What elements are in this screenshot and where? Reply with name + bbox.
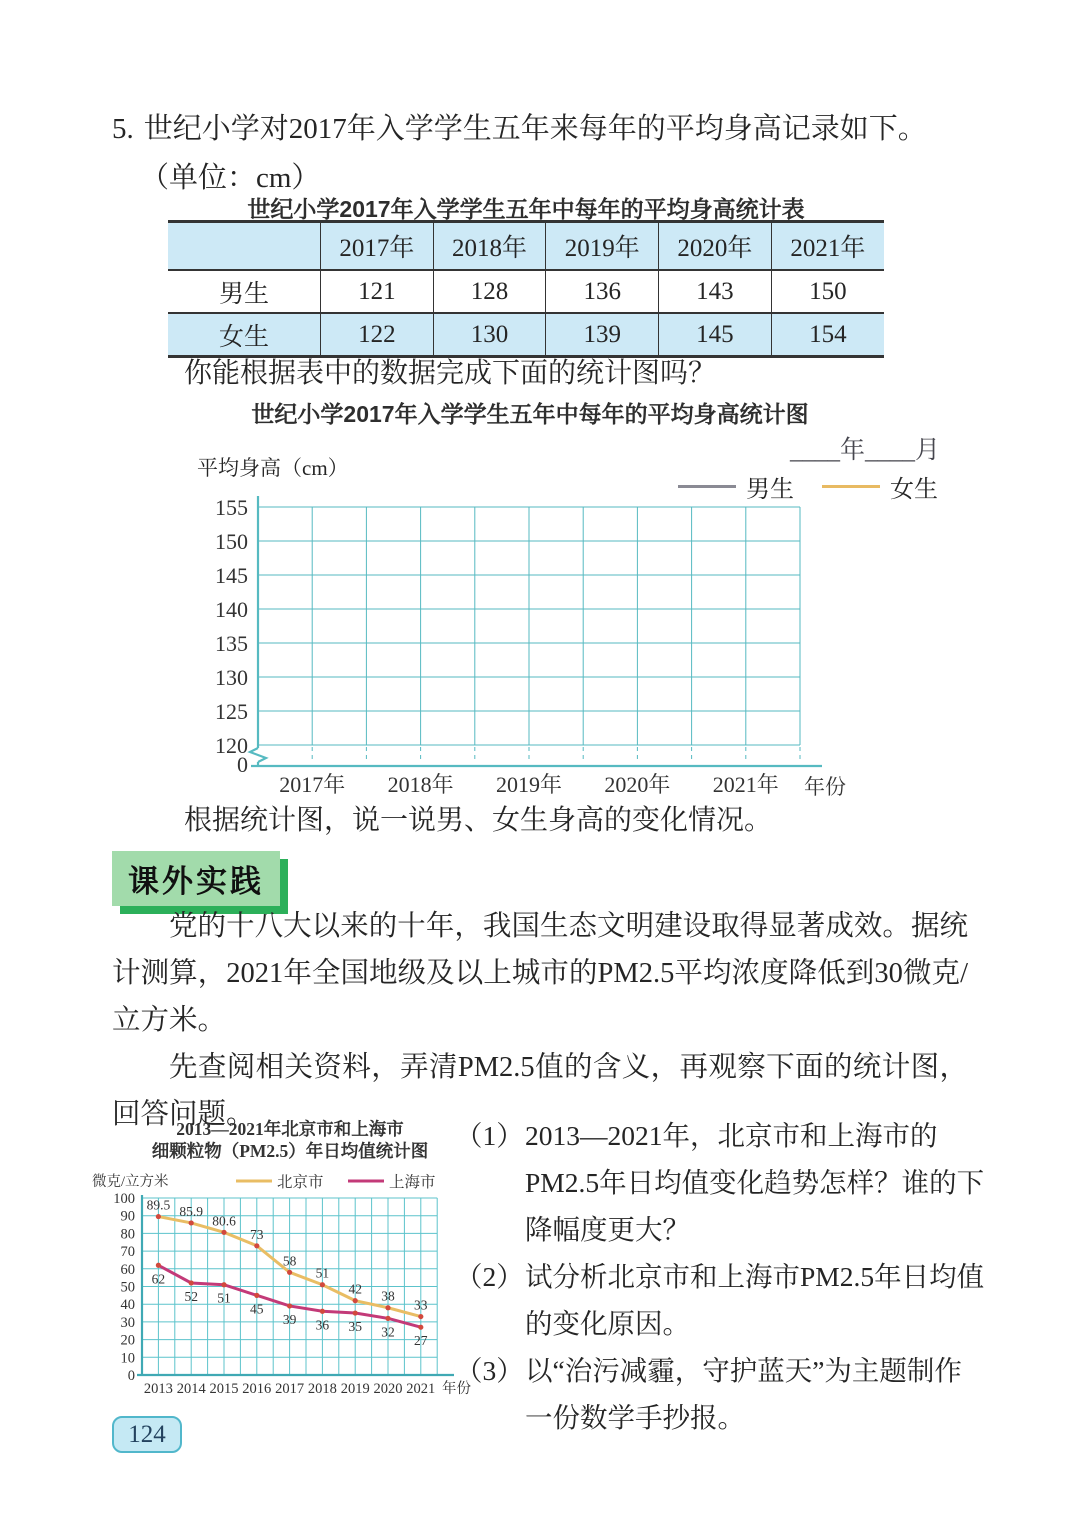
- svg-text:39: 39: [282, 1311, 297, 1327]
- svg-text:130: 130: [215, 665, 248, 690]
- pm25-title: [152, 1119, 429, 1161]
- svg-text:58: 58: [282, 1253, 297, 1269]
- question-2-text: 试分析北京市和上海市PM2.5年日均值的变化原因。: [525, 1261, 985, 1339]
- table-col-header: 2017年: [321, 222, 434, 271]
- svg-text:2020: 2020: [373, 1381, 403, 1397]
- x-axis-label: 年份: [804, 775, 846, 799]
- svg-text:35: 35: [348, 1319, 362, 1335]
- date-blank: ____年____月: [789, 437, 940, 464]
- svg-text:50: 50: [120, 1279, 135, 1296]
- svg-text:2018: 2018: [307, 1381, 337, 1397]
- svg-text:140: 140: [215, 597, 248, 622]
- svg-text:125: 125: [215, 699, 248, 724]
- question-3: [455, 1347, 989, 1441]
- data-point: [189, 1220, 194, 1225]
- table-cell: 122: [321, 313, 434, 357]
- data-point: [418, 1325, 423, 1330]
- x-tick-labels: [144, 1381, 435, 1397]
- data-point: [320, 1282, 325, 1287]
- svg-text:10: 10: [120, 1350, 135, 1367]
- svg-text:42: 42: [348, 1281, 362, 1297]
- boys-line-swatch: [678, 485, 736, 488]
- data-point: [221, 1282, 226, 1287]
- height-chart-title: 世纪小学2017年入学学生五年中每年的平均身高统计图: [251, 401, 809, 427]
- svg-text:100: 100: [113, 1191, 135, 1207]
- table-cell: 139: [546, 313, 659, 357]
- x-axis-label: 年份: [442, 1381, 471, 1397]
- height-table-body: [168, 270, 884, 357]
- table-row-label: 男生: [218, 280, 269, 308]
- table-cell: 154: [771, 313, 884, 357]
- svg-text:62: 62: [151, 1271, 166, 1287]
- svg-text:2013: 2013: [143, 1381, 173, 1397]
- svg-text:155: 155: [215, 495, 248, 520]
- svg-text:60: 60: [120, 1261, 135, 1278]
- height-table-title: 世纪小学2017年入学学生五年中每年的平均身高统计表: [247, 196, 805, 222]
- svg-text:70: 70: [120, 1244, 135, 1261]
- svg-text:52: 52: [184, 1288, 198, 1304]
- svg-text:2019年: 2019年: [495, 772, 563, 797]
- followup-prompt: 根据统计图，说一说男、女生身高的变化情况。: [184, 805, 773, 836]
- y-tick-labels: [215, 495, 248, 777]
- pm25-legend: [236, 1173, 436, 1191]
- svg-text:30: 30: [120, 1314, 135, 1331]
- problem-statement-text: 世纪小学对2017年入学学生五年来每年的平均身高记录如下。: [143, 113, 927, 145]
- table-cell: 145: [659, 313, 772, 357]
- girls-line-swatch: [822, 485, 880, 488]
- legend-label-girls: 女生: [890, 477, 938, 503]
- svg-text:120: 120: [215, 733, 248, 758]
- dashed-extensions: [312, 747, 800, 762]
- question-list: [455, 1112, 989, 1441]
- svg-text:20: 20: [120, 1332, 135, 1349]
- question-1-text: 2013—2021年，北京市和上海市的PM2.5年日均值变化趋势怎样？谁的下降幅度更大？: [525, 1120, 985, 1245]
- table-cell: 136: [546, 270, 659, 313]
- svg-text:细颗粒物（PM2.5）年日均值统计图: 细颗粒物（PM2.5）年日均值统计图: [151, 1141, 429, 1161]
- svg-text:32: 32: [381, 1324, 395, 1340]
- table-row-label: 女生: [218, 323, 269, 351]
- axis-break: [250, 748, 266, 762]
- svg-text:51: 51: [315, 1265, 330, 1281]
- data-point: [156, 1263, 161, 1268]
- table-cell: 130: [433, 313, 546, 357]
- data-point: [254, 1293, 259, 1298]
- data-point: [385, 1316, 390, 1321]
- height-chart-y-axis-label: 平均身高（cm）: [197, 456, 349, 480]
- question-1: [455, 1112, 989, 1253]
- svg-text:33: 33: [414, 1297, 428, 1313]
- pm25-chart: [90, 1118, 474, 1418]
- table-col-header: 2021年: [771, 222, 884, 271]
- problem-number: 5.: [112, 113, 134, 145]
- axes: [250, 496, 822, 766]
- svg-text:2021年: 2021年: [712, 772, 779, 797]
- svg-text:2016: 2016: [242, 1381, 272, 1397]
- height-chart: [190, 492, 890, 804]
- data-point: [189, 1280, 194, 1285]
- svg-text:38: 38: [381, 1288, 395, 1304]
- table-col-header: 2020年: [659, 222, 772, 271]
- svg-text:北京市: 北京市: [277, 1174, 324, 1191]
- question-3-marker: （3）: [455, 1355, 524, 1386]
- svg-text:73: 73: [250, 1226, 264, 1242]
- table-row: [168, 270, 884, 313]
- table-corner-cell: [168, 222, 321, 271]
- svg-text:36: 36: [315, 1317, 330, 1333]
- svg-text:85.9: 85.9: [179, 1203, 204, 1219]
- svg-text:2015: 2015: [209, 1381, 239, 1397]
- practice-paragraph-1: 党的十八大以来的十年，我国生态文明建设取得显著成效。据统计测算，2021年全国地级及以上城市的PM2.5平均浓度降低到30微克/立方米。: [112, 911, 968, 1036]
- x-tick-labels: [279, 772, 779, 797]
- data-point: [254, 1243, 259, 1248]
- svg-text:0: 0: [127, 1368, 135, 1384]
- svg-text:145: 145: [215, 563, 248, 588]
- svg-text:2021: 2021: [406, 1381, 436, 1397]
- chart-prompt: 你能根据表中的数据完成下面的统计图吗？: [184, 358, 717, 389]
- table-cell: 121: [321, 270, 434, 313]
- pm25-unit-label: 微克/立方米: [92, 1174, 169, 1190]
- data-point: [156, 1214, 161, 1219]
- svg-text:40: 40: [120, 1297, 135, 1314]
- svg-text:135: 135: [215, 631, 248, 656]
- question-2: [455, 1253, 989, 1347]
- svg-text:80: 80: [120, 1226, 135, 1243]
- grid: [142, 1198, 437, 1375]
- legend-label-boys: 男生: [746, 477, 794, 503]
- data-point: [221, 1230, 226, 1235]
- practice-paragraph-2: 先查阅相关资料，弄清PM2.5值的含义，再观察下面的统计图，回答问题。: [112, 1052, 968, 1130]
- question-3-text: 以“治污减霾，守护蓝天”为主题制作一份数学手抄报。: [525, 1355, 962, 1433]
- table-col-header: 2018年: [433, 222, 546, 271]
- svg-text:上海市: 上海市: [389, 1174, 436, 1191]
- data-point: [287, 1303, 292, 1308]
- table-cell: 128: [433, 270, 546, 313]
- svg-text:89.5: 89.5: [146, 1197, 171, 1213]
- data-point: [353, 1298, 358, 1303]
- svg-text:2017: 2017: [275, 1381, 305, 1397]
- table-cell: 143: [659, 270, 772, 313]
- table-col-header: 2019年: [546, 222, 659, 271]
- height-table-head: [168, 222, 884, 271]
- grid: [258, 507, 800, 745]
- practice-paragraphs: [112, 903, 968, 1138]
- page-number-badge: 124: [112, 1416, 182, 1453]
- svg-text:2014: 2014: [176, 1381, 206, 1397]
- question-2-marker: （2）: [455, 1261, 524, 1292]
- svg-text:90: 90: [120, 1208, 135, 1225]
- svg-text:27: 27: [414, 1333, 428, 1349]
- table-row: [168, 313, 884, 357]
- svg-text:2017年: 2017年: [279, 772, 346, 797]
- data-point: [320, 1309, 325, 1314]
- height-table: [168, 220, 884, 358]
- svg-text:2020年: 2020年: [604, 772, 671, 797]
- data-point: [418, 1314, 423, 1319]
- svg-text:2018年: 2018年: [387, 772, 454, 797]
- svg-text:150: 150: [215, 529, 248, 554]
- data-point: [353, 1310, 358, 1315]
- unit-note: （单位：cm）: [140, 162, 321, 194]
- data-point: [385, 1305, 390, 1310]
- question-1-marker: （1）: [455, 1120, 524, 1151]
- practice-badge: 课外实践: [112, 851, 280, 906]
- problem-5-statement: [112, 106, 927, 147]
- table-cell: 150: [771, 270, 884, 313]
- svg-text:80.6: 80.6: [212, 1213, 236, 1229]
- svg-text:51: 51: [217, 1290, 231, 1306]
- y-tick-labels: [113, 1191, 135, 1384]
- svg-text:2019: 2019: [340, 1381, 370, 1397]
- svg-text:0: 0: [237, 752, 248, 777]
- svg-text:45: 45: [250, 1301, 264, 1317]
- svg-text:2013—2021年北京市和上海市: 2013—2021年北京市和上海市: [176, 1119, 404, 1139]
- data-point: [287, 1270, 292, 1275]
